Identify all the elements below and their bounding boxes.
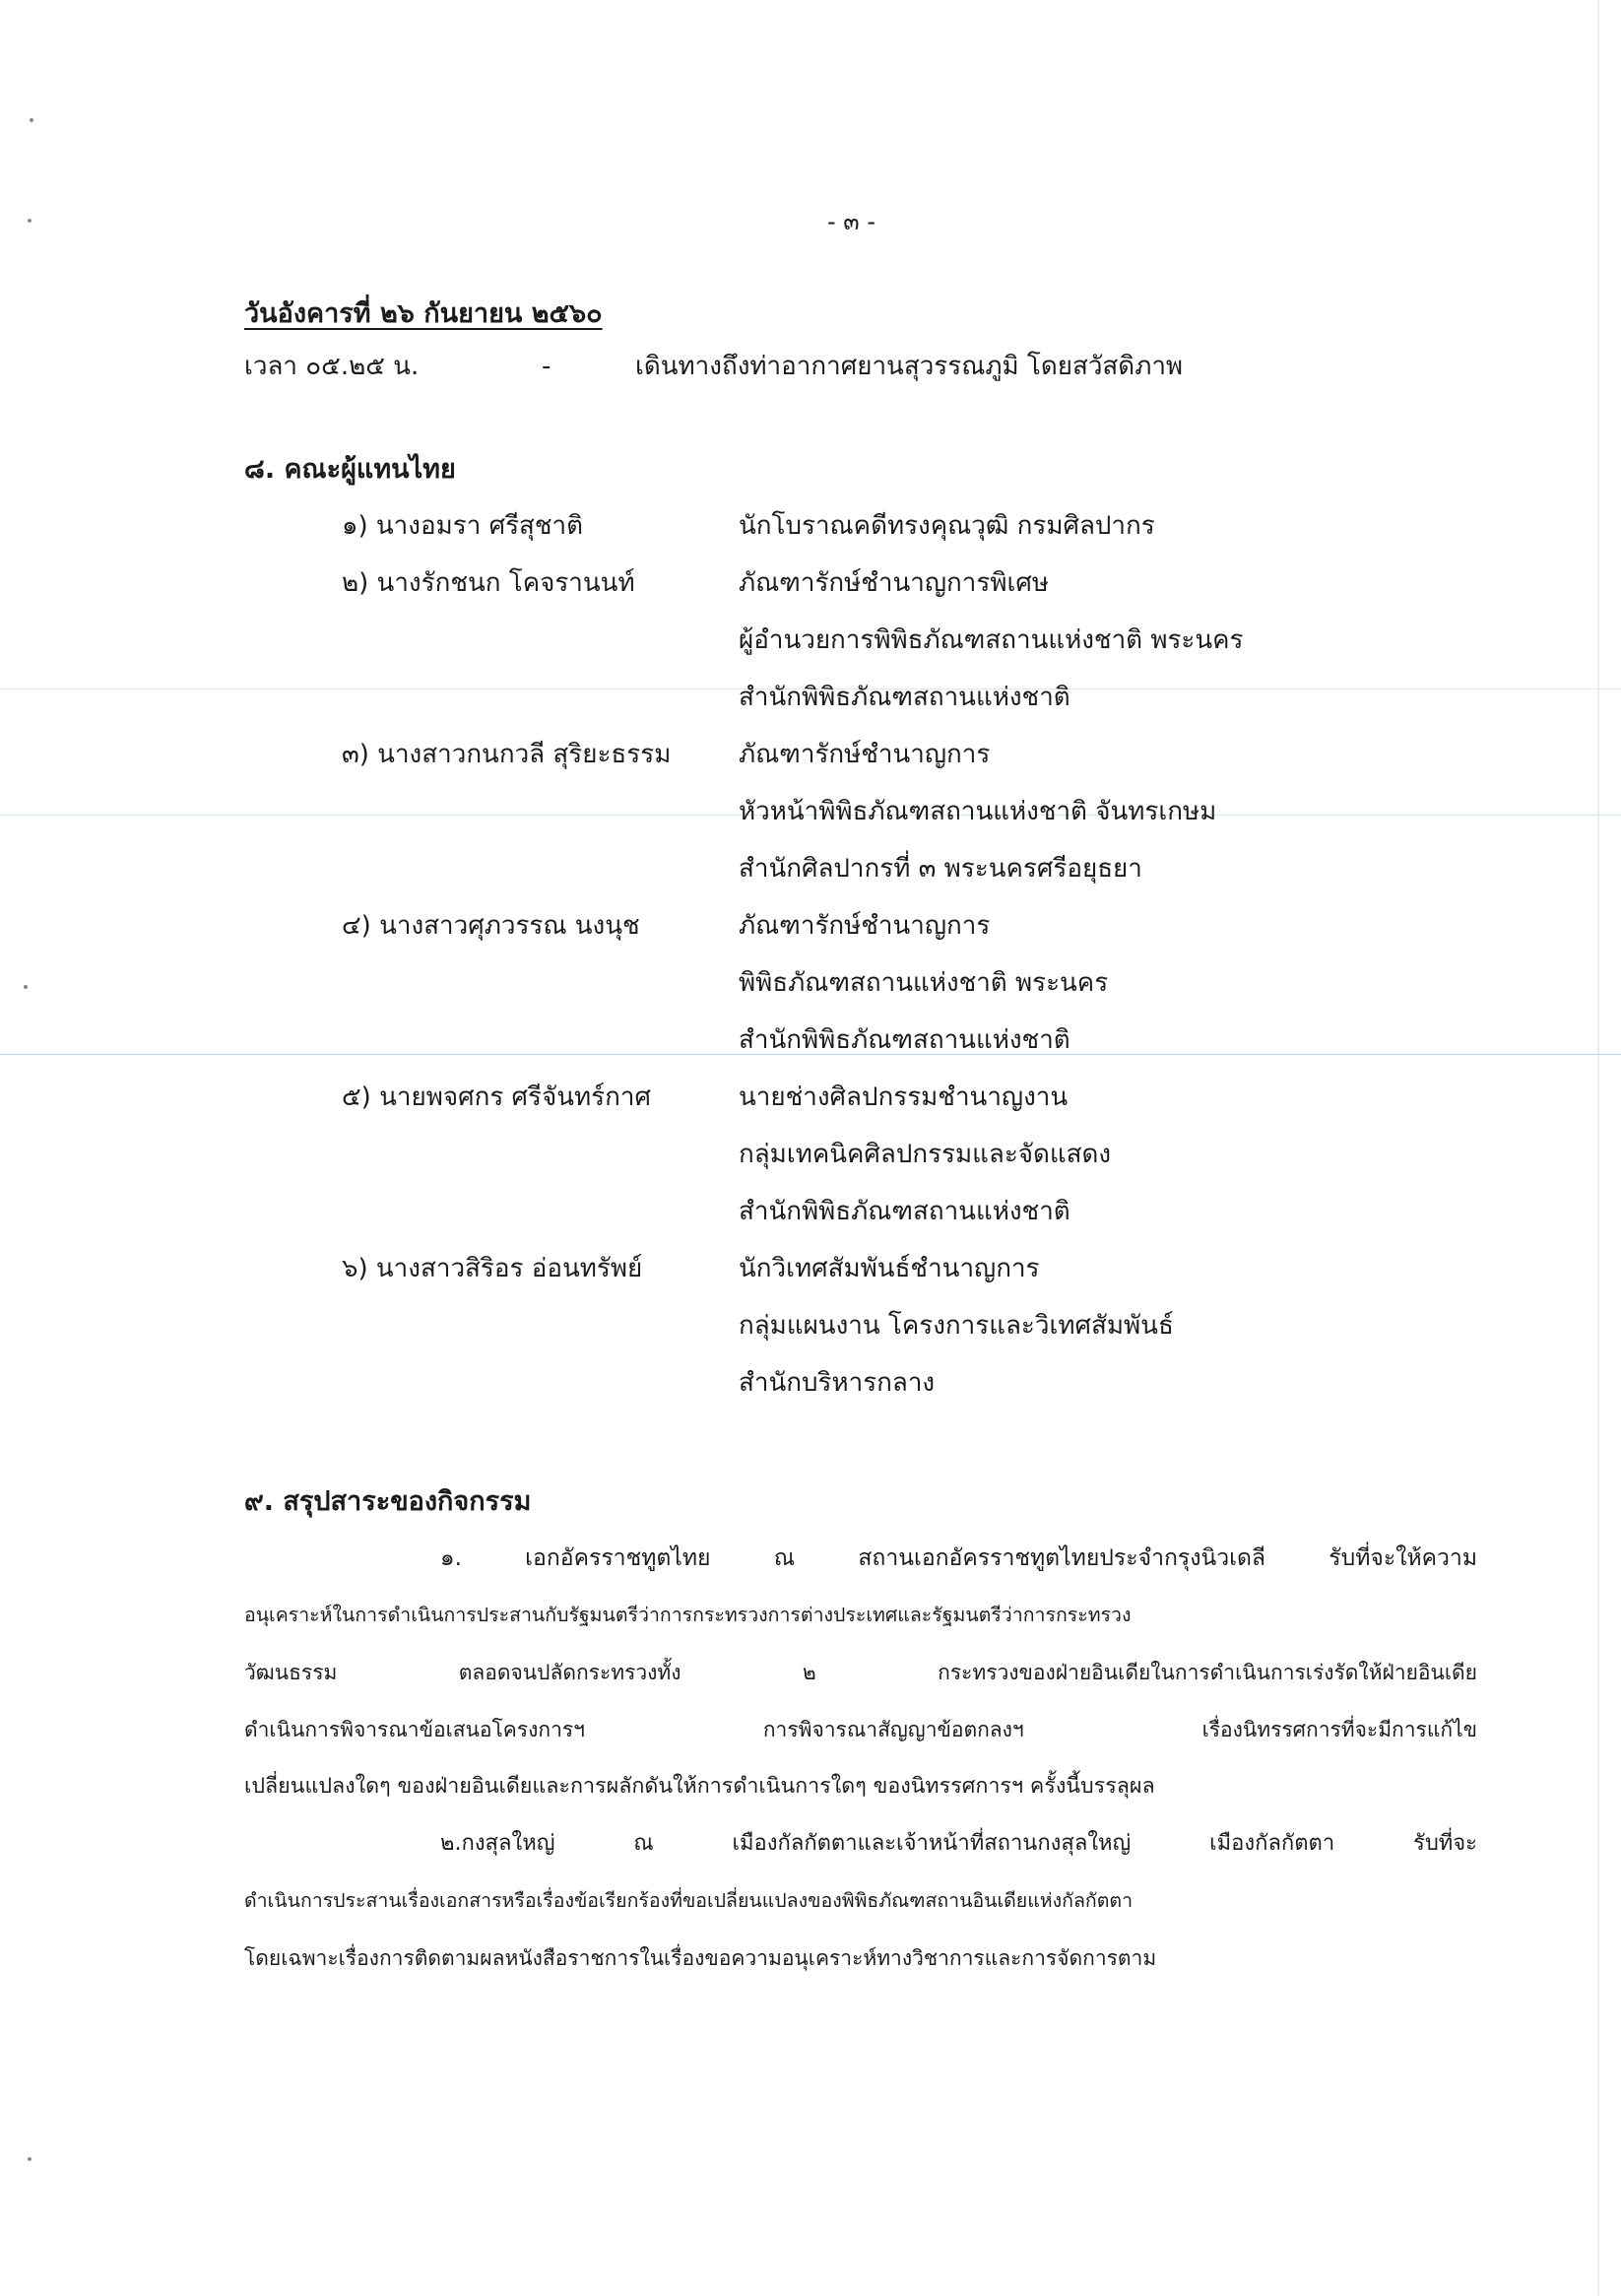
scan-speck xyxy=(28,219,32,223)
member-role: กลุ่มเทคนิคศิลปกรรมและจัดแสดง xyxy=(739,1140,1112,1169)
paragraph-line: อนุเคราะห์ในการดำเนินการประสานกับรัฐมนตรีว่าการกระทรวงการต่างประเทศและรัฐมนตรีว่าการกระทรวง xyxy=(244,1604,1132,1626)
member-role: สำนักพิพิธภัณฑสถานแห่งชาติ xyxy=(739,683,1070,712)
paragraph-line: ดำเนินการพิจารณาข้อเสนอโครงการฯ การพิจารณาสัญญาข้อตกลงฯ เรื่องนิทรรศการที่จะมีการแก้ไข xyxy=(244,1718,1477,1741)
paragraph-line: ดำเนินการประสานเรื่องเอกสารหรือเรื่องข้อเรียกร้องที่ขอเปลี่ยนแปลงของพิพิธภัณฑสถานอินเดียแห่งกัลกัตตา xyxy=(244,1889,1134,1912)
member-role: ภัณฑารักษ์ชำนาญการพิเศษ xyxy=(739,568,1050,598)
scan-speck xyxy=(24,985,28,989)
member-role: ภัณฑารักษ์ชำนาญการ xyxy=(739,740,991,769)
member-role: สำนักบริหารกลาง xyxy=(739,1368,936,1398)
scan-edge-line xyxy=(1597,0,1599,2296)
member-role: สำนักพิพิธภัณฑสถานแห่งชาติ xyxy=(739,1025,1070,1055)
paragraph-line: ๑. เอกอัครราชทูตไทย ณ สถานเอกอัครราชทูตไทยประจำกรุงนิวเดลี รับที่จะให้ความ xyxy=(440,1545,1477,1571)
section-heading: ๘. คณะผู้แทนไทย xyxy=(244,454,456,485)
schedule-activity: เดินทางถึงท่าอากาศยานสุวรรณภูมิ โดยสวัสดิภาพ xyxy=(635,352,1184,381)
member-role: พิพิธภัณฑสถานแห่งชาติ พระนคร xyxy=(739,968,1109,998)
member-name: ๖) นางสาวสิริอร อ่อนทรัพย์ xyxy=(342,1254,643,1283)
member-role: ผู้อำนวยการพิพิธภัณฑสถานแห่งชาติ พระนคร xyxy=(739,625,1244,655)
member-role: กลุ่มแผนงาน โครงการและวิเทศสัมพันธ์ xyxy=(739,1311,1174,1341)
scan-speck xyxy=(28,2157,32,2161)
member-name: ๓) นางสาวกนกวลี สุริยะธรรม xyxy=(342,740,672,769)
member-name: ๒) นางรักชนก โคจรานนท์ xyxy=(342,568,635,598)
page-number: - ๓ - xyxy=(827,208,875,235)
paragraph-line: วัฒนธรรม ตลอดจนปลัดกระทรวงทั้ง ๒ กระทรวงของฝ่ายอินเดียในการดำเนินการเร่งรัดให้ฝ่ายอินเดีย xyxy=(244,1661,1477,1684)
paragraph-line: โดยเฉพาะเรื่องการติดตามผลหนังสือราชการในเรื่องขอความอนุเคราะห์ทางวิชาการและการจัดการตาม xyxy=(244,1946,1157,1970)
paragraph-line: ๒.กงสุลใหญ่ ณ เมืองกัลกัตตาและเจ้าหน้าที่สถานกงสุลใหญ่ เมืองกัลกัตตา รับที่จะ xyxy=(440,1831,1477,1856)
member-role: ภัณฑารักษ์ชำนาญการ xyxy=(739,911,991,941)
paragraph-line: เปลี่ยนแปลงใดๆ ของฝ่ายอินเดียและการผลักดันให้การดำเนินการใดๆ ของนิทรรศการฯ ครั้งนี้บรรลุผล xyxy=(244,1774,1155,1799)
member-role: สำนักศิลปากรที่ ๓ พระนครศรีอยุธยา xyxy=(739,854,1142,884)
schedule-dash: - xyxy=(542,352,551,381)
member-role: นักวิเทศสัมพันธ์ชำนาญการ xyxy=(739,1254,1040,1283)
section-heading: ๙. สรุปสาระของกิจกรรม xyxy=(244,1486,532,1517)
member-role: นายช่างศิลปกรรมชำนาญงาน xyxy=(739,1082,1069,1112)
scan-speck xyxy=(30,118,33,122)
date-heading: วันอังคารที่ ๒๖ กันยายน ๒๕๖๐ xyxy=(244,298,603,329)
member-role: หัวหน้าพิพิธภัณฑสถานแห่งชาติ จันทรเกษม xyxy=(739,797,1217,826)
schedule-time: เวลา ๐๕.๒๕ น. xyxy=(244,352,420,381)
member-role: นักโบราณคดีทรงคุณวุฒิ กรมศิลปากร xyxy=(739,511,1155,541)
member-role: สำนักพิพิธภัณฑสถานแห่งชาติ xyxy=(739,1197,1070,1226)
member-name: ๑) นางอมรา ศรีสุชาติ xyxy=(342,511,584,541)
member-name: ๕) นายพจศกร ศรีจันทร์กาศ xyxy=(342,1082,651,1112)
member-name: ๔) นางสาวศุภวรรณ นงนุช xyxy=(342,911,640,941)
